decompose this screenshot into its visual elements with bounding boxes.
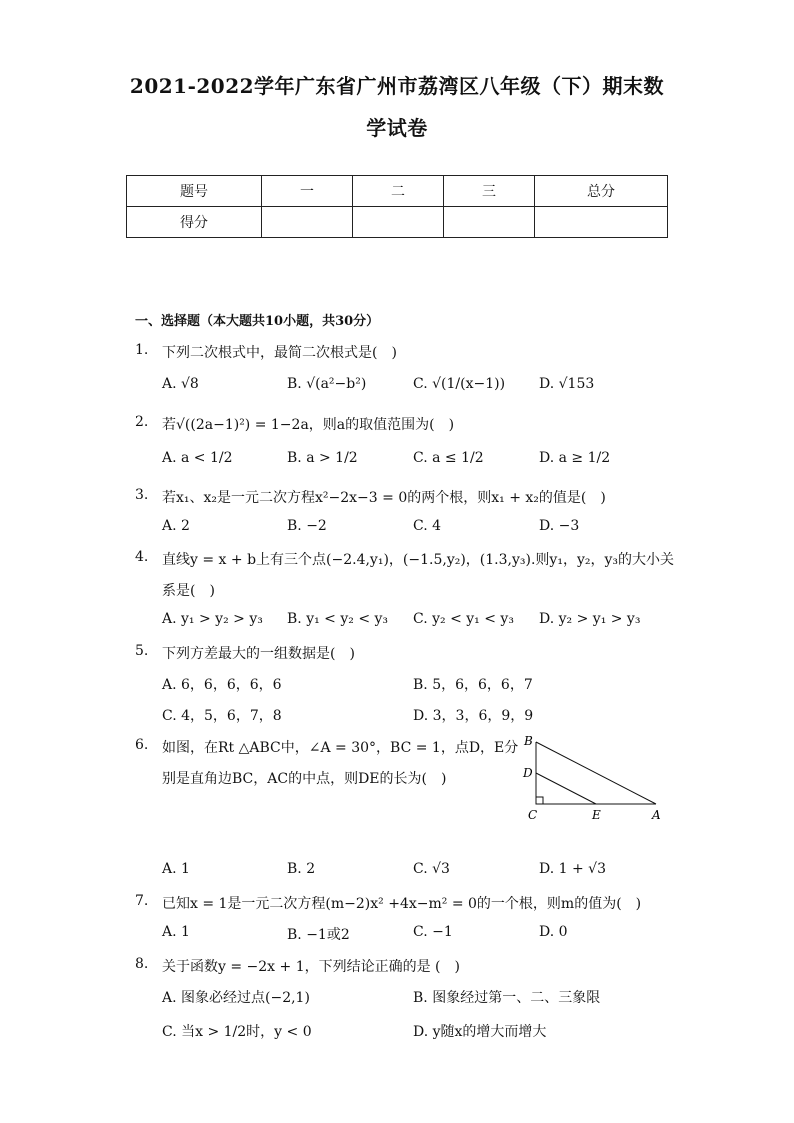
score-table (126, 175, 668, 238)
score-header-cell: 总分 (535, 176, 668, 207)
question-text: 已知x = 1是一元二次方程(m−2)x² +4x−m² = 0的一个根，则m的值为( ) (162, 896, 642, 912)
option-d: D. 3，3，6，9，9 (413, 708, 534, 724)
question-number: 7. (135, 893, 149, 909)
segment-de (536, 773, 596, 804)
option-c: C. 4 (413, 518, 442, 534)
option-a: A. y₁ > y₂ > y₃ (162, 611, 263, 627)
question-text: 若√((2a−1)²) = 1−2a，则a的取值范围为( ) (162, 417, 455, 433)
score-cell[interactable] (535, 207, 668, 238)
label-d: D (523, 766, 533, 780)
label-a: A (652, 808, 661, 822)
exam-title-line1: 2021-2022学年广东省广州市荔湾区八年级（下）期末数 (129, 74, 665, 98)
option-a: A. √8 (162, 376, 199, 392)
question-number: 3. (135, 487, 149, 503)
edge-ba (536, 742, 656, 804)
score-header-cell: 题号 (127, 176, 262, 207)
score-header-cell: 三 (444, 176, 535, 207)
question-text: 下列二次根式中，最简二次根式是( ) (162, 345, 397, 361)
option-c: C. −1 (413, 924, 453, 940)
exam-title-line2: 学试卷 (366, 116, 428, 140)
option-d: D. 1 + √3 (539, 861, 606, 877)
score-cell[interactable] (353, 207, 444, 238)
score-row-label: 得分 (127, 207, 262, 238)
option-a: A. 图象必经过点(−2,1) (162, 990, 310, 1006)
option-d: D. y随x的增大而增大 (413, 1024, 547, 1040)
option-b: B. √(a²−b²) (287, 376, 367, 392)
option-a: A. a < 1/2 (162, 450, 233, 466)
score-header-cell: 一 (262, 176, 353, 207)
question-number: 4. (135, 549, 149, 565)
option-a: A. 1 (162, 861, 190, 877)
label-b: B (524, 734, 533, 748)
option-b: B. 5，6，6，6，7 (413, 677, 533, 693)
right-angle-mark (536, 797, 543, 804)
option-c: C. 4，5，6，7，8 (162, 708, 282, 724)
question-number: 1. (135, 342, 149, 358)
option-b: B. −2 (287, 518, 327, 534)
question-text: 关于函数y = −2x + 1，下列结论正确的是 ( ) (162, 959, 460, 975)
question-text: 如图，在Rt △ABC中，∠A = 30°，BC = 1，点D，E分 (162, 740, 519, 756)
label-e: E (592, 808, 601, 822)
option-a: A. 6，6，6，6，6 (162, 677, 282, 693)
option-d: D. a ≥ 1/2 (539, 450, 611, 466)
question-text-cont: 系是( ) (162, 583, 215, 599)
option-b: B. y₁ < y₂ < y₃ (287, 611, 389, 627)
triangle-figure (520, 732, 670, 824)
question-number: 6. (135, 737, 149, 753)
score-header-cell: 二 (353, 176, 444, 207)
option-c: C. √(1/(x−1)) (413, 376, 506, 392)
question-text: 下列方差最大的一组数据是( ) (162, 646, 355, 662)
question-text: 直线y = x + b上有三个点(−2.4,y₁)，(−1.5,y₂)，(1.3,y₃).则y₁，y₂，y₃的大小关 (162, 552, 674, 568)
question-text: 若x₁、x₂是一元二次方程x²−2x−3 = 0的两个根，则x₁ + x₂的值是( ) (162, 490, 606, 506)
option-c: C. a ≤ 1/2 (413, 450, 484, 466)
question-number: 5. (135, 643, 149, 659)
option-d: D. 0 (539, 924, 568, 940)
option-b: B. 2 (287, 861, 316, 877)
option-d: D. √153 (539, 376, 595, 392)
option-c: C. 当x > 1/2时，y < 0 (162, 1024, 312, 1040)
question-number: 2. (135, 414, 149, 430)
option-d: D. −3 (539, 518, 580, 534)
option-c: C. y₂ < y₁ < y₃ (413, 611, 514, 627)
label-c: C (528, 808, 538, 822)
score-cell[interactable] (262, 207, 353, 238)
section-heading: 一、选择题（本大题共10小题，共30分） (135, 314, 380, 329)
question-number: 8. (135, 956, 149, 972)
option-c: C. √3 (413, 861, 450, 877)
option-b: B. 图象经过第一、二、三象限 (413, 990, 601, 1006)
option-b: B. −1或2 (287, 927, 350, 943)
question-text-cont: 别是直角边BC，AC的中点，则DE的长为( ) (162, 771, 447, 787)
option-a: A. 2 (162, 518, 190, 534)
option-b: B. a > 1/2 (287, 450, 358, 466)
score-cell[interactable] (444, 207, 535, 238)
option-a: A. 1 (162, 924, 190, 940)
option-d: D. y₂ > y₁ > y₃ (539, 611, 641, 627)
